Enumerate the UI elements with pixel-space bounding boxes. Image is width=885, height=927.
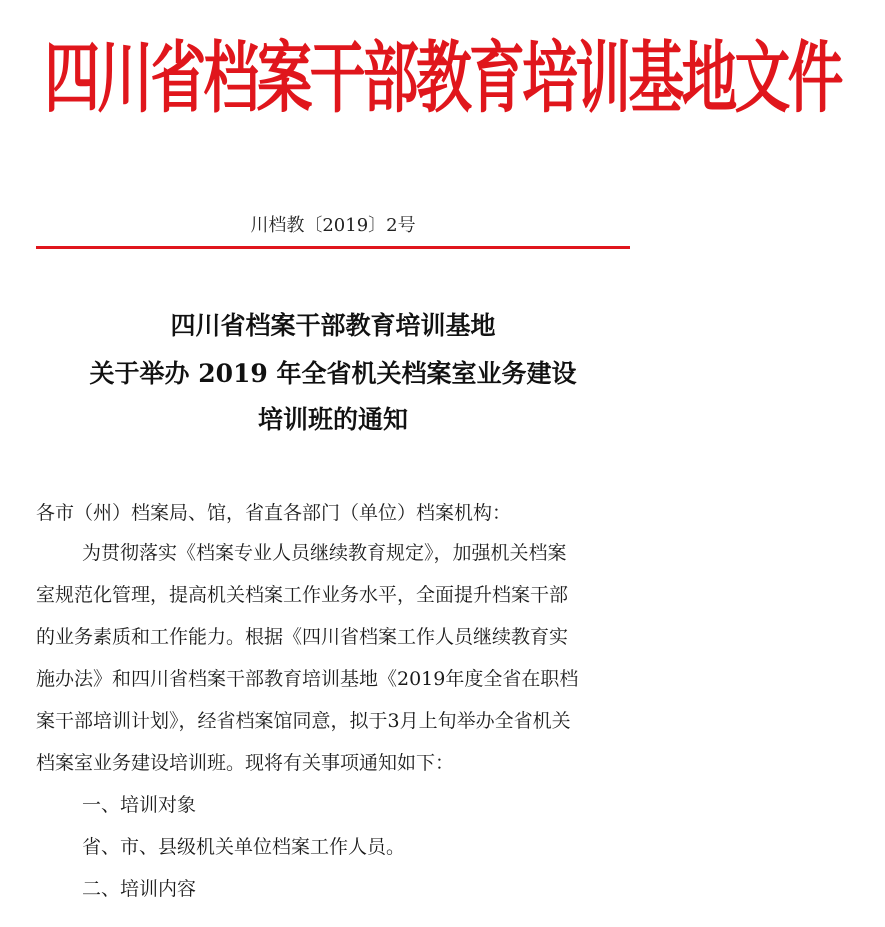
red-divider-line [36, 246, 630, 249]
salutation: 各市（州）档案局、馆，省直各部门（单位）档案机构： [36, 502, 512, 524]
notice-title-line-1: 四川省档案干部教育培训基地 [170, 311, 496, 340]
section-text-training-target: 省、市、县级机关单位档案工作人员。 [82, 836, 406, 858]
section-heading-training-content: 二、培训内容 [82, 878, 197, 900]
notice-title-line-2: 关于举办 2019 年全省机关档案室业务建设 [89, 359, 577, 388]
section-heading-training-target: 一、培训对象 [82, 794, 197, 816]
notice-title-line-3: 培训班的通知 [257, 405, 408, 434]
paragraph-line-3: 的业务素质和工作能力。根据《四川省档案工作人员继续教育实 [36, 626, 569, 648]
paragraph-line-1: 为贯彻落实《档案专业人员继续教育规定》，加强机关档案 [82, 542, 567, 564]
paragraph-line-5: 案干部培训计划》，经省档案馆同意，拟于3月上旬举办全省机关 [36, 710, 571, 732]
red-letterhead-title [0, 28, 841, 128]
paragraph-line-6: 档案室业务建设培训班。现将有关事项通知如下： [36, 752, 455, 774]
document-number: 川档教〔2019〕2号 [250, 215, 416, 236]
paragraph-line-4: 施办法》和四川省档案干部教育培训基地《2019年度全省在职档 [36, 668, 579, 690]
paragraph-line-2: 室规范化管理，提高机关档案工作业务水平，全面提升档案干部 [36, 584, 569, 606]
red-letterhead-text: 四川省档案干部教育培训基地文件 [44, 31, 841, 123]
